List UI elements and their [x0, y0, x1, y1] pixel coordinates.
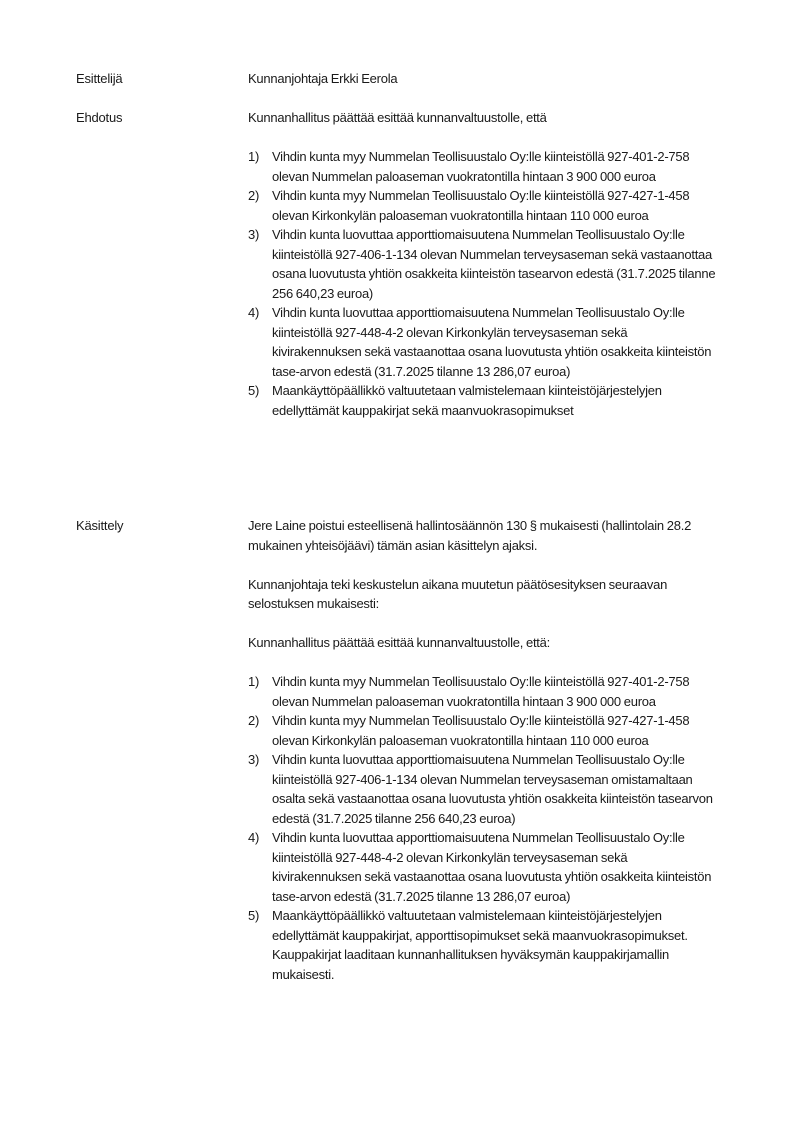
handling-paragraph-2: Kunnanjohtaja teki keskustelun aikana muutetun päätösesityksen seuraavan selostuksen mukaisesti:: [248, 576, 668, 611]
item-text: Maankäyttöpäällikkö valtuutetaan valmistelemaan kiinteistöjärjestelyjen edellyttämät kauppakirjat, apporttisopimukset sekä maanvuokrasopimukset. Kauppakirjat laaditaan kunnanhallituksen hyväksymän kauppakirjamallin mukaisesti.: [272, 908, 688, 982]
item-number: 1): [248, 674, 260, 689]
item-number: 3): [248, 752, 260, 767]
list-item: [248, 906, 718, 984]
proposal-content: [248, 108, 718, 420]
item-number: 4): [248, 305, 260, 320]
list-item: [248, 672, 718, 711]
proposal-list: [248, 147, 718, 420]
item-text: Vihdin kunta myy Nummelan Teollisuustalo Oy:lle kiinteistöllä 927-427-1-458 olevan Kirkonkylän paloaseman vuokratontilla hintaan 110 000 euroa: [272, 188, 690, 223]
list-item: [248, 147, 718, 186]
item-number: 1): [248, 149, 260, 164]
item-text: Vihdin kunta luovuttaa apporttiomaisuutena Nummelan Teollisuustalo Oy:lle kiinteistöllä 927-406-1-134 olevan Nummelan terveysaseman sekä vastaanottaa osana luovutusta yhtiön osakkeita kiinteistön tasearvon edestä (31.7.2025 tilanne 256 640,23 euroa): [272, 227, 716, 301]
section-label: Ehdotus: [76, 110, 123, 125]
list-item: [248, 750, 718, 828]
section-label: Käsittely: [76, 518, 124, 533]
presenter-name: Kunnanjohtaja Erkki Eerola: [248, 71, 398, 86]
list-item: [248, 186, 718, 225]
handling-content: [248, 516, 718, 984]
item-text: Vihdin kunta myy Nummelan Teollisuustalo Oy:lle kiinteistöllä 927-401-2-758 olevan Nummelan paloaseman vuokratontilla hintaan 3 900 000 euroa: [272, 149, 690, 184]
item-number: 2): [248, 188, 260, 203]
item-text: Vihdin kunta luovuttaa apporttiomaisuutena Nummelan Teollisuustalo Oy:lle kiinteistöllä 927-448-4-2 olevan Kirkonkylän terveysaseman sekä kivirakennuksen sekä vastaanottaa osana luovutusta yhtiön osakkeita kiinteistön tase-arvon edestä (31.7.2025 tilanne 13 286,07 euroa): [272, 305, 712, 379]
handling-intro: Kunnanhallitus päättää esittää kunnanvaltuustolle, että:: [248, 635, 551, 650]
item-number: 4): [248, 830, 260, 845]
item-number: 5): [248, 908, 260, 923]
item-text: Vihdin kunta myy Nummelan Teollisuustalo Oy:lle kiinteistöllä 927-401-2-758 olevan Nummelan paloaseman vuokratontilla hintaan 3 900 000 euroa: [272, 674, 690, 709]
list-item: [248, 303, 718, 381]
proposal-intro: Kunnanhallitus päättää esittää kunnanvaltuustolle, että: [248, 110, 547, 125]
list-item: [248, 225, 718, 303]
list-item: [248, 711, 718, 750]
item-text: Maankäyttöpäällikkö valtuutetaan valmistelemaan kiinteistöjärjestelyjen edellyttämät kauppakirjat sekä maanvuokrasopimukset: [272, 383, 662, 418]
item-text: Vihdin kunta luovuttaa apporttiomaisuutena Nummelan Teollisuustalo Oy:lle kiinteistöllä 927-406-1-134 olevan Nummelan terveysaseman omistamaltaan osalta sekä vastaanottaa osana luovutusta yhtiön osakkeita kiinteistön tasearvon edestä (31.7.2025 tilanne 256 640,23 euroa): [272, 752, 713, 826]
section-label: Esittelijä: [76, 71, 123, 86]
list-item: [248, 381, 718, 420]
item-number: 5): [248, 383, 260, 398]
list-item: [248, 828, 718, 906]
handling-paragraph-1: Jere Laine poistui esteellisenä hallintosäännön 130 § mukaisesti (hallintolain 28.2 mukainen yhteisöjäävi) tämän asian käsittelyn ajaksi.: [248, 518, 692, 553]
item-number: 2): [248, 713, 260, 728]
item-text: Vihdin kunta luovuttaa apporttiomaisuutena Nummelan Teollisuustalo Oy:lle kiinteistöllä 927-448-4-2 olevan Kirkonkylän terveysaseman sekä kivirakennuksen sekä vastaanottaa osana luovutusta yhtiön osakkeita kiinteistön tase-arvon edestä (31.7.2025 tilanne 13 286,07 euroa): [272, 830, 712, 904]
item-number: 3): [248, 227, 260, 242]
item-text: Vihdin kunta myy Nummelan Teollisuustalo Oy:lle kiinteistöllä 927-427-1-458 olevan Kirkonkylän paloaseman vuokratontilla hintaan 110 000 euroa: [272, 713, 690, 748]
handling-list: [248, 672, 718, 984]
